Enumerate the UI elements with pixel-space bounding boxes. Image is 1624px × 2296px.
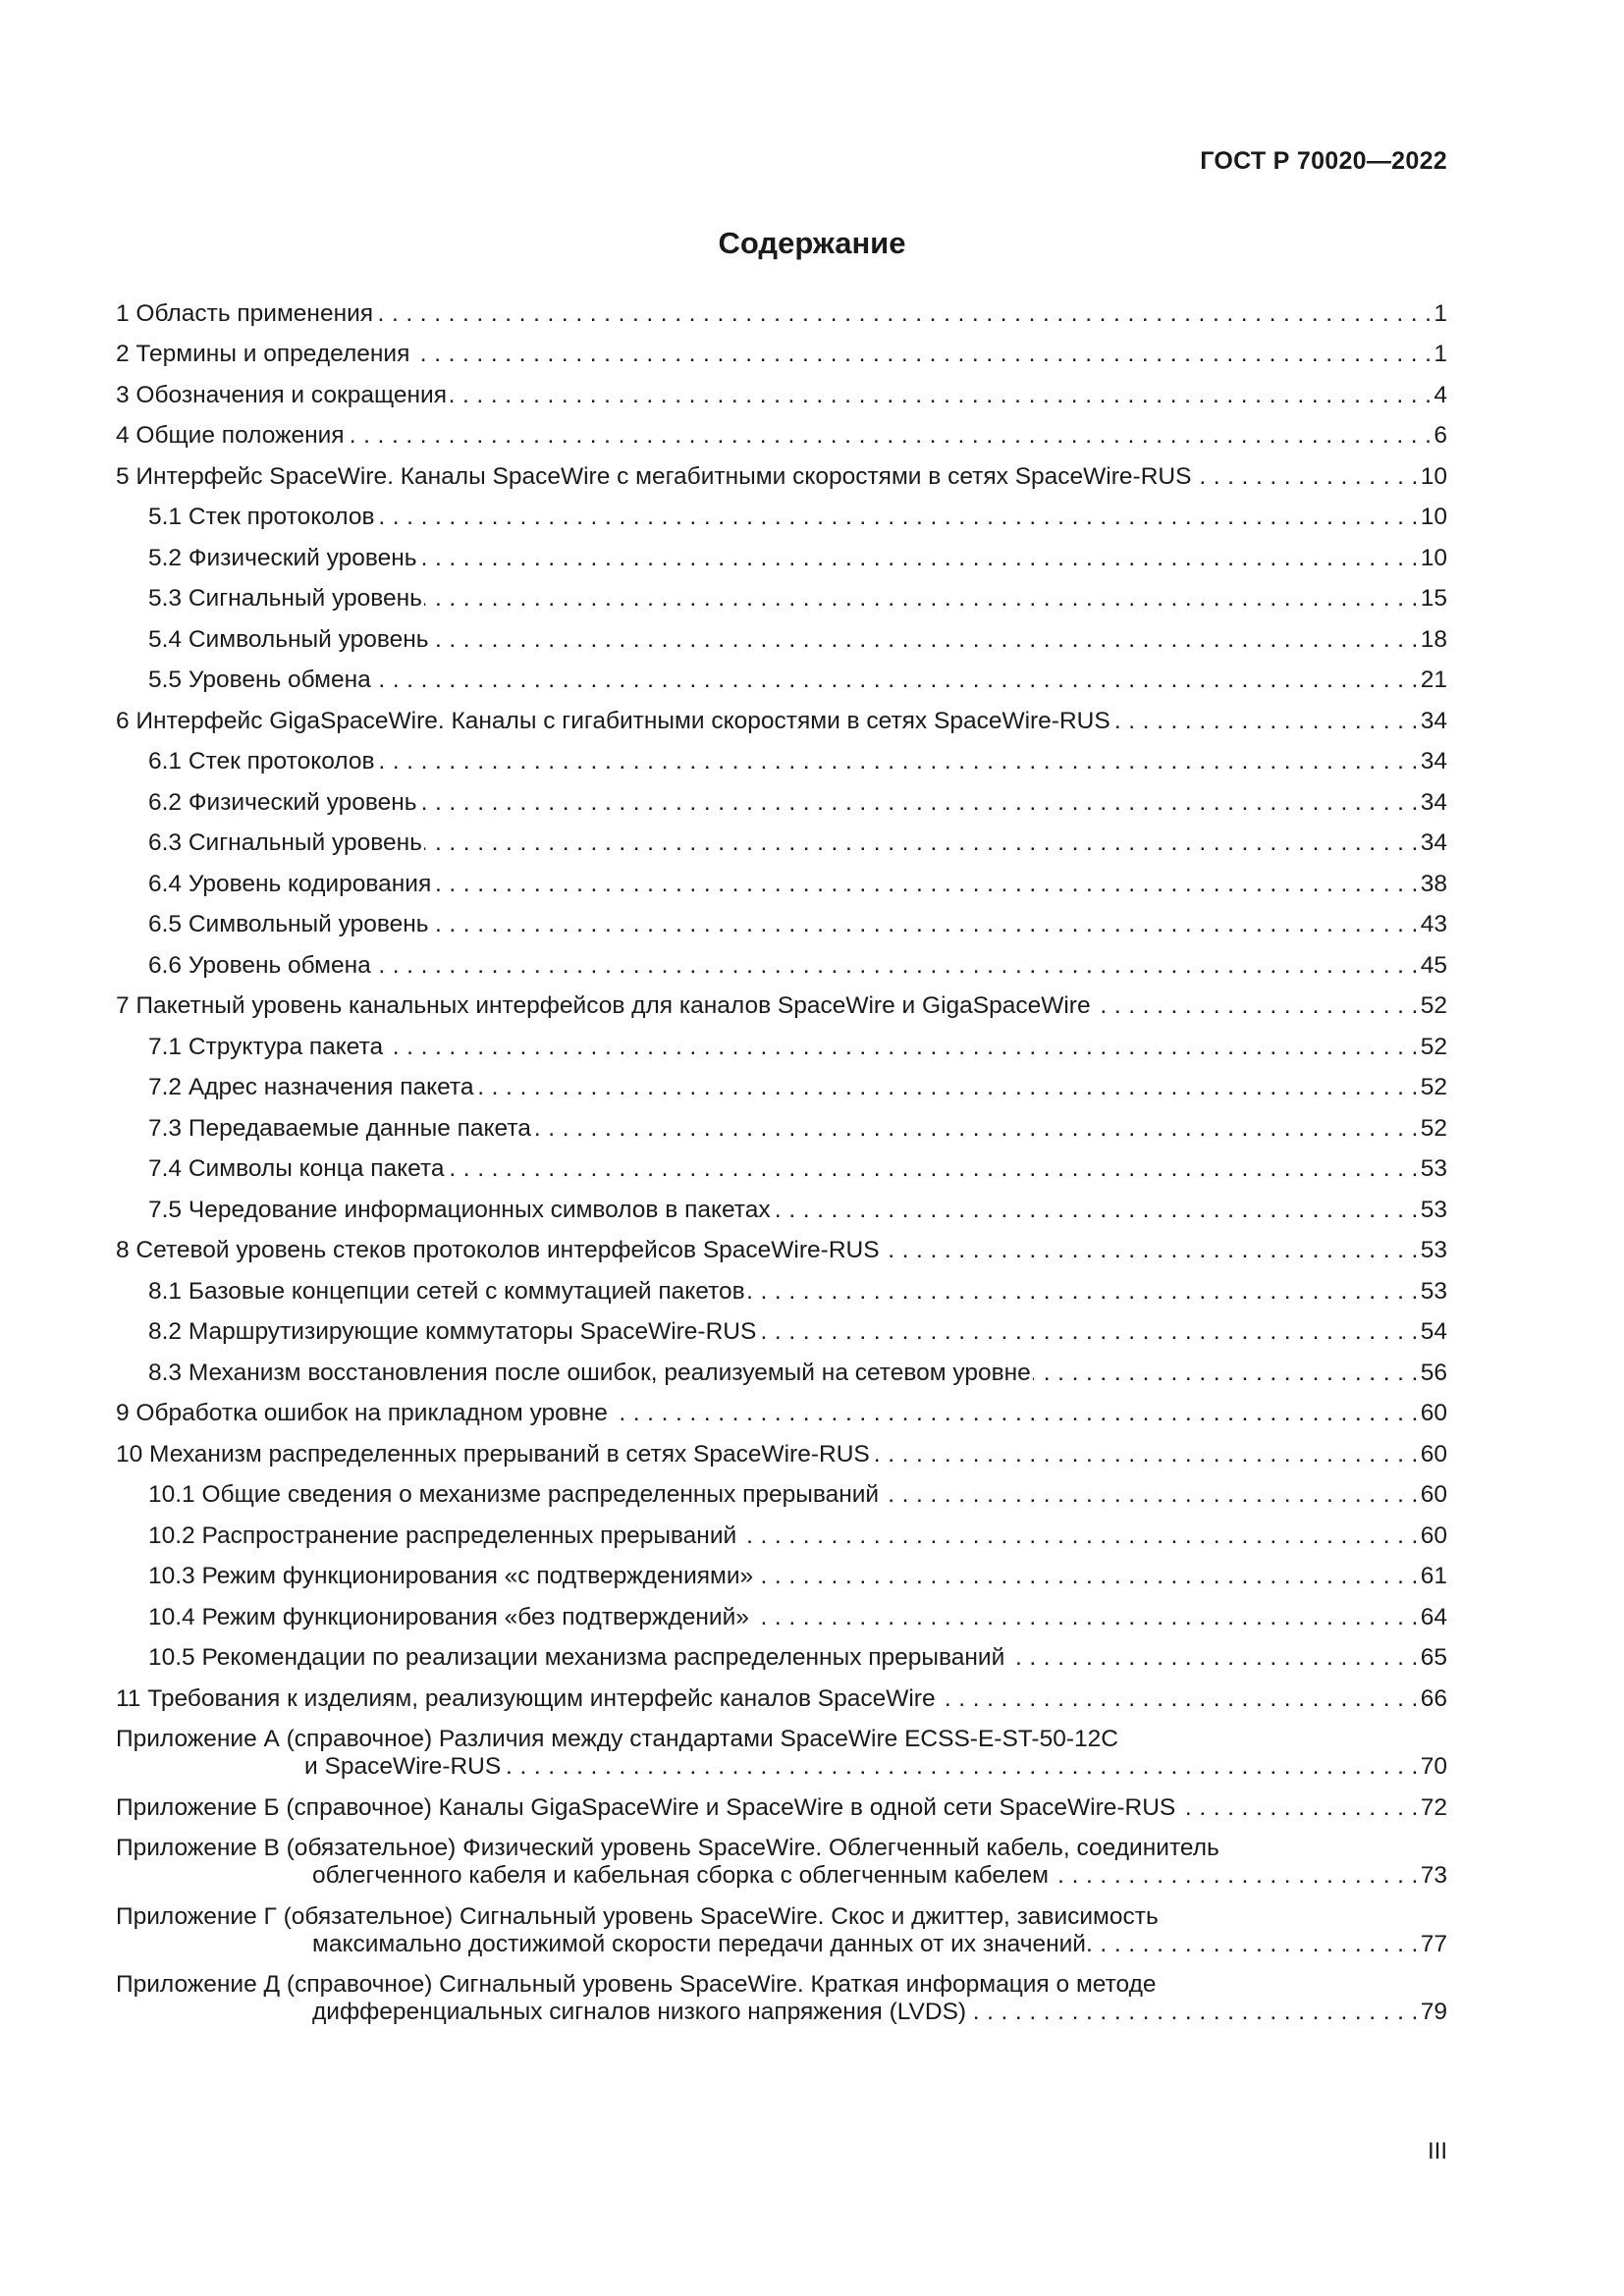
toc-page-number: 54 [1420,1318,1447,1345]
toc-page-number: 66 [1420,1684,1447,1712]
toc-page-number: 52 [1420,1114,1447,1142]
toc-entry[interactable] [116,613,1447,654]
toc-appendix-d[interactable] [116,1958,1447,2027]
toc-page-number: 4 [1434,381,1447,408]
toc-page-number: 15 [1420,585,1447,612]
dot-leader [385,1034,1419,1061]
toc-page-number: 79 [1420,1999,1447,2025]
toc-entry-text: дифференциальных сигналов низкого напряжения (LVDS) [312,1999,967,2025]
toc-page-number: 21 [1420,667,1447,693]
toc-entry-text: 7.5 Чередование информационных символов в пакетах [148,1196,771,1223]
toc-entry-text: 6.2 Физический уровень [148,788,417,816]
toc-entry-text: 7.3 Передаваемые данные пакета [148,1114,531,1142]
toc-entry[interactable] [116,1183,1447,1224]
toc-entry[interactable] [116,1346,1447,1387]
dot-leader [373,952,1419,980]
dot-leader [424,585,1419,613]
toc-entries [116,287,1447,1713]
toc-entry-text: 6.4 Уровень кодирования [148,870,432,897]
dot-leader [1088,1931,1419,1958]
toc-page-number: 34 [1420,707,1447,734]
toc-entry[interactable] [116,938,1447,980]
dot-leader [751,1604,1419,1631]
toc-appendix-d-line1: Приложение Д (справочное) Сигнальный уровень SpaceWire. Краткая информация о методе [116,1971,1157,1998]
toc-page-number: 60 [1420,1481,1447,1508]
page-title: Содержание [718,226,906,260]
toc-entry-text: 6 Интерфейс GigaSpaceWire. Каналы с гигабитными скоростями в сетях SpaceWire-RUS [116,707,1110,734]
toc-entry-text: 9 Обработка ошибок на прикладном уровне [116,1400,608,1426]
toc-appendix-b[interactable] [116,1781,1447,1822]
toc-entry-text: и SpaceWire-RUS [304,1753,502,1780]
toc-appendix-g-line2 [116,1931,1447,1958]
toc-page-number: 10 [1420,544,1447,571]
dot-leader [1112,708,1419,735]
toc-entry[interactable] [116,1509,1447,1550]
toc-appendix-d-line2 [116,1999,1447,2026]
dot-leader [968,1999,1419,2026]
toc-entry[interactable] [116,898,1447,939]
toc-page-number: 1 [1434,341,1447,367]
toc-entry[interactable] [116,531,1447,572]
dot-leader [533,1115,1419,1143]
toc-entry-text: 5.4 Символьный уровень [148,625,429,653]
toc-page-number: 60 [1420,1522,1447,1549]
dot-leader [447,1155,1419,1183]
dot-leader [938,1685,1419,1713]
toc-page-number: 64 [1420,1603,1447,1630]
toc-page-number: 43 [1420,911,1447,937]
toc-entry[interactable] [116,328,1447,369]
dot-leader [433,871,1419,898]
dot-leader [476,1074,1419,1101]
toc-appendix-a-line2 [116,1753,1447,1781]
toc-entry[interactable] [116,857,1447,898]
toc-entry[interactable] [116,1468,1447,1510]
toc-entry-text: 10.1 Общие сведения о механизме распределенных прерываний [148,1481,880,1508]
dot-leader [758,1318,1418,1346]
toc-entry-text: 2 Термины и определения [116,341,410,367]
toc-page-number: 53 [1420,1277,1447,1305]
toc-entry-text: 7.1 Структура пакета [148,1033,384,1060]
toc-entry-text: 6.5 Символьный уровень [148,911,429,937]
toc-appendix-v-line2 [116,1862,1447,1890]
dot-leader [738,1522,1419,1550]
dot-leader [1177,1794,1418,1822]
toc-appendix-g[interactable] [116,1890,1447,1958]
toc-entry-text: 6.3 Сигнальный уровень [148,829,422,856]
toc-entry[interactable] [116,735,1447,776]
document-code: ГОСТ Р 70020—2022 [1200,147,1447,175]
toc-page-number: 53 [1420,1196,1447,1223]
toc-entry[interactable] [116,1631,1447,1673]
toc-entry[interactable] [116,368,1447,409]
toc-entry-text: 5.1 Стек протоколов [148,504,375,530]
toc-entry-text: 3 Обозначения и сокращения [116,381,448,408]
dot-leader [419,545,1419,572]
toc-page-number: 6 [1434,422,1447,449]
toc-page-number: 10 [1420,504,1447,530]
toc-page-number: 56 [1420,1359,1447,1386]
toc-entry-text: 10.5 Рекомендации по реализации механизма распределенных прерываний [148,1644,1005,1671]
toc-page-number: 53 [1420,1237,1447,1263]
dot-leader [1051,1862,1419,1890]
toc-page-number: 77 [1420,1930,1447,1957]
toc-entry-text: 5.3 Сигнальный уровень [148,585,422,612]
toc-page-number: 1 [1434,299,1447,327]
toc-entry-text: 8.2 Маршрутизирующие коммутаторы SpaceWire-RUS [148,1318,757,1345]
dot-leader [1006,1644,1418,1672]
toc-page-number: 52 [1420,992,1447,1019]
dot-leader [1193,463,1418,491]
dot-leader [377,504,1419,531]
toc-entry-text: 8.3 Механизм восстановления после ошибок, реализуемый на сетевом уровне [148,1359,1031,1386]
toc-entry[interactable] [116,1061,1447,1102]
toc-entry-text: 7.2 Адрес назначения пакета [148,1074,474,1100]
toc-entry[interactable] [116,491,1447,532]
toc-entry[interactable] [116,1101,1447,1143]
toc-page-number: 38 [1420,870,1447,897]
dot-leader [431,626,1419,654]
toc-entry-text: 10.3 Режим функционирования «с подтверждениями» [148,1563,754,1589]
dot-leader [377,748,1419,775]
toc-entry-text: максимально достижимой скорости передачи данных от их значений [312,1930,1086,1957]
dot-leader [881,1481,1419,1509]
toc-page-number: 65 [1420,1644,1447,1671]
dot-leader [424,829,1419,857]
toc-page-number: 18 [1420,625,1447,653]
toc-entry-text: 4 Общие положения [116,422,345,449]
toc-entry[interactable] [116,409,1447,451]
dot-leader [755,1563,1419,1590]
dot-leader [773,1197,1419,1224]
toc-entry[interactable] [116,572,1447,614]
toc-entry[interactable] [116,1672,1447,1713]
toc-entry[interactable] [116,775,1447,817]
toc-entry[interactable] [116,980,1447,1021]
toc-page-number: 60 [1420,1400,1447,1426]
toc-entry[interactable] [116,1427,1447,1468]
dot-leader [872,1441,1419,1468]
toc-page-number: 10 [1420,462,1447,490]
toc-page-number: 52 [1420,1033,1447,1060]
dot-leader [449,382,1432,409]
dot-leader [1033,1360,1419,1387]
toc-entry-text: 10.2 Распространение распределенных прерываний [148,1522,737,1549]
toc-entry[interactable] [116,1550,1447,1591]
toc-entry-text: 7 Пакетный уровень канальных интерфейсов для каналов SpaceWire и GigaSpaceWire [116,992,1091,1019]
toc-entry-text: 10 Механизм распределенных прерываний в сетях SpaceWire-RUS [116,1440,870,1468]
toc-entry-text: 5.2 Физический уровень [148,544,417,571]
toc-entry[interactable] [116,654,1447,695]
toc-entry[interactable] [116,287,1447,328]
toc-entry[interactable] [116,1224,1447,1265]
toc-entry[interactable] [116,694,1447,735]
toc-entry-text: 5.5 Уровень обмена [148,667,371,693]
dot-leader [882,1237,1419,1264]
toc-page-number: 53 [1420,1155,1447,1182]
toc-entry-text: 5 Интерфейс SpaceWire. Каналы SpaceWire с мегабитными скоростями в сетях SpaceWire-RUS [116,462,1192,490]
toc-entry-text: 6.1 Стек протоколов [148,748,375,774]
toc-entry-text: 7.4 Символы конца пакета [148,1155,445,1182]
dot-leader [747,1278,1419,1306]
toc-appendix-a-line1: Приложение А (справочное) Различия между стандартами SpaceWire ECSS-E-ST-50-12C [116,1726,1118,1752]
toc-entry[interactable] [116,1590,1447,1631]
toc-entry-text: 10.4 Режим функционирования «без подтверждений» [148,1603,749,1630]
toc-entry[interactable] [116,1020,1447,1061]
toc-page-number: 70 [1420,1753,1447,1780]
toc-page-number: 61 [1420,1563,1447,1589]
dot-leader [375,300,1432,328]
toc-entry-text: 6.6 Уровень обмена [148,951,371,979]
toc-entry[interactable] [116,1387,1447,1428]
toc-appendix-a[interactable] [116,1713,1447,1782]
toc-appendix-v-line1: Приложение В (обязательное) Физический уровень SpaceWire. Облегченный кабель, соединитель [116,1835,1219,1861]
toc-page-number: 34 [1420,829,1447,856]
dot-leader [431,911,1419,938]
toc-page-number: 52 [1420,1074,1447,1100]
toc-page-number: 73 [1420,1862,1447,1889]
toc-entry-text: Приложение Б (справочное) Каналы GigaSpaceWire и SpaceWire в одной сети SpaceWire-RUS [116,1793,1176,1821]
toc-entry[interactable] [116,450,1447,491]
dot-leader [411,341,1432,368]
toc-appendix-g-line1: Приложение Г (обязательное) Сигнальный уровень SpaceWire. Скос и джиттер, зависимость [116,1902,1159,1930]
toc-entry[interactable] [116,817,1447,858]
toc-page-number: 34 [1420,788,1447,816]
toc-appendix-v[interactable] [116,1822,1447,1891]
toc-entry[interactable] [116,1143,1447,1184]
toc-entry-text: облегченного кабеля и кабельная сборка с облегченным кабелем [312,1862,1050,1889]
toc-page-number: 34 [1420,748,1447,774]
page-number: III [1427,2138,1447,2164]
dot-leader [503,1753,1419,1781]
dot-leader [347,422,1433,450]
toc-entry-text: 1 Область применения [116,299,374,327]
toc-entry-text: 11 Требования к изделиям, реализующим интерфейс каналов SpaceWire [116,1684,936,1712]
dot-leader [610,1400,1419,1427]
toc-entry[interactable] [116,1306,1447,1347]
dot-leader [419,789,1419,817]
toc-page-number: 72 [1420,1793,1447,1821]
toc-entry-text: 8 Сетевой уровень стеков протоколов интерфейсов SpaceWire-RUS [116,1237,880,1263]
toc-page-number: 60 [1420,1440,1447,1468]
dot-leader [1093,992,1419,1020]
toc-page-number: 45 [1420,951,1447,979]
toc-entry-text: 8.1 Базовые концепции сетей с коммутацией пакетов [148,1277,745,1305]
toc-entry[interactable] [116,1264,1447,1306]
table-of-contents [116,287,1447,2026]
dot-leader [373,667,1419,694]
